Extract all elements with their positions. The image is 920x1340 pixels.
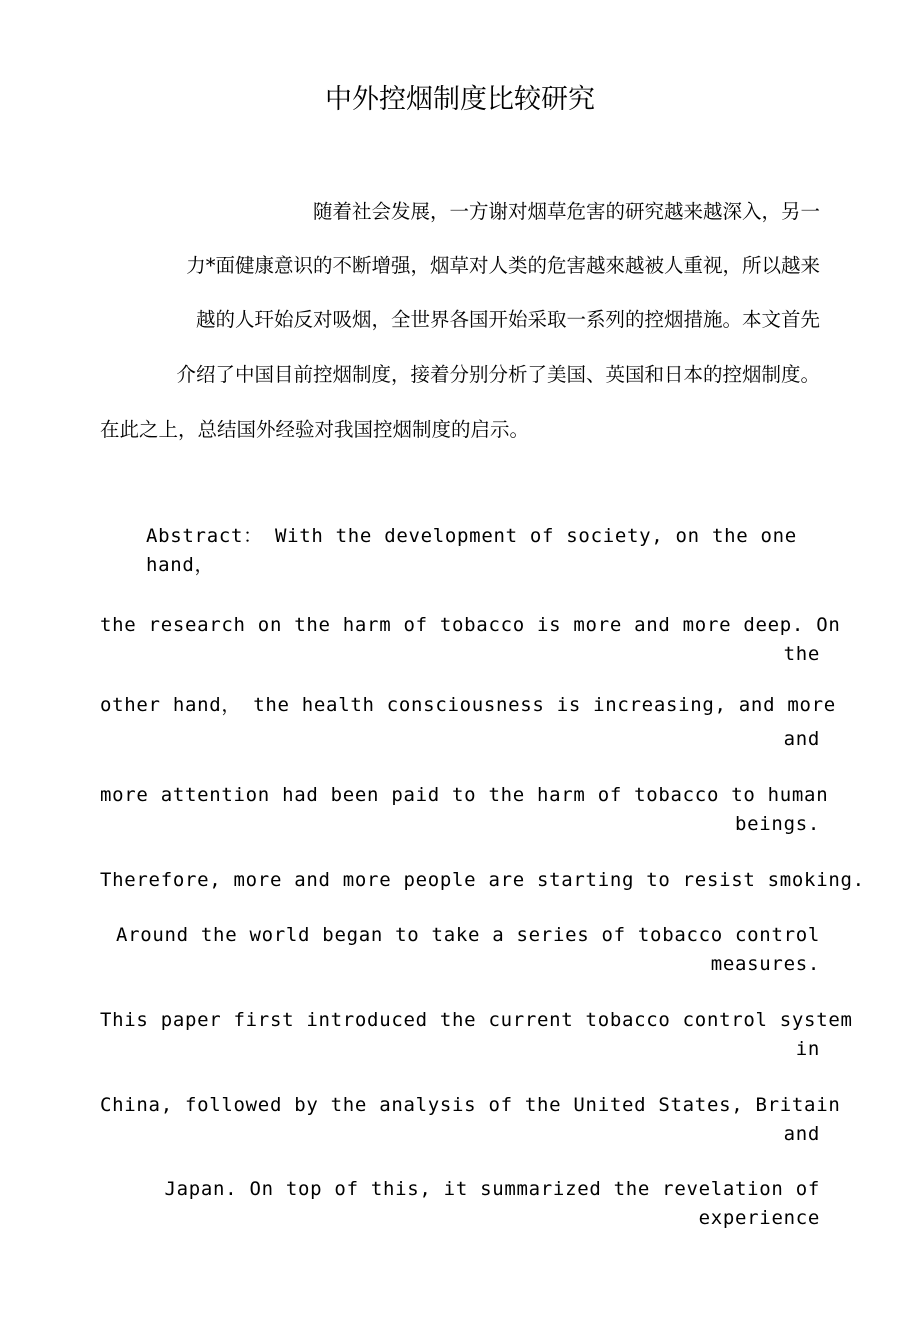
abstract-en-line-text: the research on the harm of tobacco is more and more deep. On	[100, 614, 841, 636]
abstract-en-paragraph-line	[100, 866, 865, 895]
abstract-en-line-text: Abstract： With the development of society, on the one	[146, 525, 797, 547]
document-title: 中外控烟制度比较研究	[325, 84, 595, 115]
abstract-en-line-text: Japan. On top of this, it summarized the revelation of	[164, 1178, 820, 1200]
abstract-en-line-text: This paper first introduced the current tobacco control system	[100, 1009, 853, 1031]
abstract-en-line-text: Therefore, more and more people are starting to resist smoking.	[100, 869, 865, 891]
abstract-en-line-text: other hand， the health consciousness is increasing, and more	[100, 694, 836, 716]
abstract-en-line-tail: beings.	[735, 813, 820, 835]
abstract-en-paragraph-line	[100, 781, 829, 839]
abstract-cn-line: 介绍了中国目前控烟制度，接着分别分析了美国、英国和日本的控烟制度。	[176, 363, 820, 386]
abstract-en-line-tail: in	[795, 1038, 820, 1060]
abstract-en-paragraph-line	[100, 691, 836, 754]
abstract-cn-line: 随着社会发展，一方谢对烟草危害的研究越来越深入，另一	[312, 200, 820, 223]
abstract-en-paragraph-line	[100, 611, 841, 669]
abstract-cn-line: 越的人玕始反对吸烟，全世界各国开始采取一系列的控烟措施。本文首先	[195, 308, 820, 331]
abstract-cn-line: 在此之上，总结国外经验对我国控烟制度的启示。	[100, 418, 530, 441]
abstract-en-paragraph-line	[100, 1175, 820, 1233]
abstract-en-line-text: China, followed by the analysis of the United States, Britain	[100, 1094, 841, 1116]
abstract-en-line-text: Around the world began to take a series of tobacco control	[115, 924, 820, 946]
abstract-en-line-text: more attention had been paid to the harm of tobacco to human	[100, 784, 829, 806]
abstract-en-paragraph-line	[100, 921, 820, 979]
abstract-en-line-tail: and	[783, 1123, 820, 1145]
abstract-en-paragraph-line	[146, 522, 797, 580]
abstract-en-line-tail: hand，	[146, 554, 215, 576]
abstract-en-line-tail: and	[783, 728, 820, 750]
abstract-en-line-tail: experience	[698, 1207, 820, 1229]
abstract-en-line-tail: measures.	[710, 953, 820, 975]
abstract-cn-line: 力*面健康意识的不断增强，烟草对人类的危害越來越被人重视，所以越来	[186, 254, 820, 277]
abstract-en-line-tail: the	[783, 643, 820, 665]
abstract-en-paragraph-line	[100, 1091, 841, 1149]
abstract-en-paragraph-line	[100, 1006, 853, 1064]
